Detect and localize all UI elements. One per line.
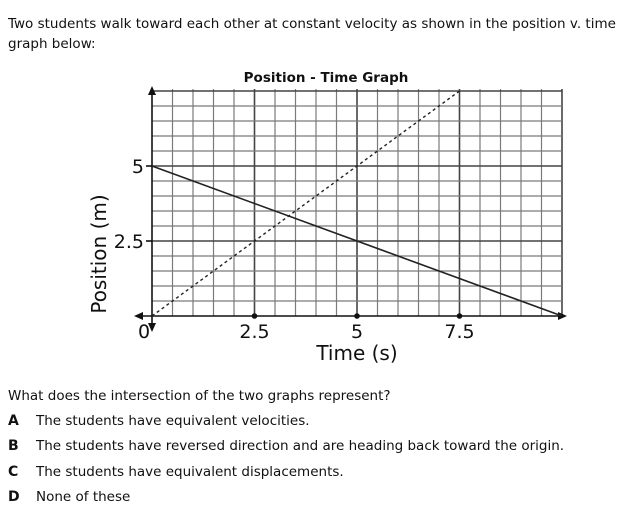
- x-axis-label: Time (s): [316, 341, 398, 365]
- position-time-chart: [0, 60, 634, 370]
- choice-d[interactable]: [8, 486, 130, 508]
- choice-letter: D: [8, 489, 20, 505]
- choice-a[interactable]: [8, 410, 310, 432]
- y-tick-label: 5: [131, 156, 144, 178]
- choice-c[interactable]: [8, 461, 344, 483]
- x-tick-dot: [252, 313, 258, 319]
- x-tick-dot: [354, 313, 360, 319]
- choice-text: None of these: [36, 489, 131, 505]
- chart-ticks: [114, 156, 475, 343]
- y-axis-label: Position (m): [87, 194, 111, 314]
- choice-text: The students have reversed direction and are heading back toward the origin.: [36, 438, 565, 454]
- question-intro: Two students walk toward each other at constant velocity as shown in the position v. time graph below:: [8, 16, 616, 52]
- question-prompt: What does the intersection of the two graphs represent?: [8, 388, 391, 404]
- series-line-dotted: [152, 91, 460, 316]
- choice-text: The students have equivalent velocities.: [36, 413, 310, 429]
- choice-text: The students have equivalent displacements.: [36, 464, 344, 480]
- x-tick-label: 0: [137, 321, 151, 343]
- chart-axes: [131, 86, 567, 332]
- choice-letter: C: [8, 464, 19, 480]
- choice-letter: B: [8, 438, 19, 454]
- x-tick-label: 7.5: [444, 321, 475, 343]
- x-tick-dot: [457, 313, 463, 319]
- x-tick-label: 2.5: [239, 321, 270, 343]
- y-tick-label: 2.5: [113, 231, 144, 253]
- chart-grid: [152, 89, 562, 316]
- x-tick-label: 5: [350, 321, 364, 343]
- x-axis-arrow-left: [134, 312, 143, 320]
- chart-title: Position - Time Graph: [243, 70, 409, 86]
- choice-letter: A: [8, 413, 19, 429]
- choice-b[interactable]: [8, 435, 564, 457]
